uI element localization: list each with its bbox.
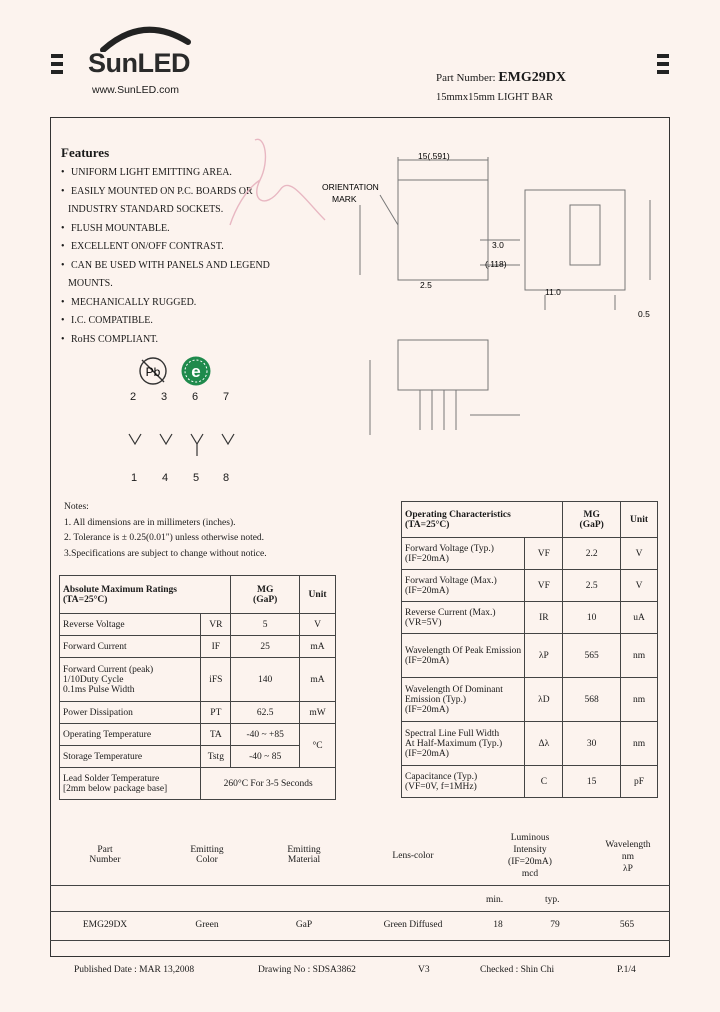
param-value: 5: [231, 614, 300, 636]
feature-item: • I.C. COMPATIBLE.: [61, 312, 321, 331]
table-row: [402, 570, 658, 602]
divider: [50, 940, 670, 941]
param-symbol: Tstg: [201, 746, 231, 768]
param-name: Forward Current: [60, 636, 201, 658]
param-name: Capacitance (Typ.) (VF=0V, f=1MHz): [402, 766, 525, 798]
note-line: 1. All dimensions are in millimeters (inches).: [64, 517, 236, 528]
feature-item: • CAN BE USED WITH PANELS AND LEGEND: [61, 257, 321, 276]
notes-block: [64, 500, 267, 562]
param-unit: uA: [621, 602, 658, 634]
param-symbol: PT: [201, 702, 231, 724]
col-header-part-number: Part Number: [89, 845, 121, 865]
divider: [50, 911, 670, 912]
param-unit: nm: [621, 678, 658, 722]
pin-label: 5: [193, 472, 200, 484]
table-row: [60, 614, 336, 636]
param-value: 2.5: [563, 570, 621, 602]
cell-intensity-typ: 79: [550, 920, 560, 930]
feature-item: MOUNTS.: [68, 278, 113, 289]
website-url[interactable]: www.SunLED.com: [92, 84, 179, 96]
param-symbol: Δλ: [525, 722, 563, 766]
param-symbol: VF: [525, 538, 563, 570]
param-unit: nm: [621, 634, 658, 678]
part-number: EMG29DX: [498, 70, 566, 85]
table-row: [402, 766, 658, 798]
features-title: Features: [61, 145, 110, 160]
lead-free-icon: [138, 356, 168, 386]
cell-part-number: EMG29DX: [82, 920, 128, 930]
rohs-e-icon: [180, 355, 212, 387]
param-unit: V: [621, 570, 658, 602]
param-unit: mA: [300, 658, 336, 702]
param-name: Forward Current (peak) 1/10Duty Cycle 0.1ms Pulse Width: [60, 658, 201, 702]
sub-header-min: min.: [486, 895, 504, 905]
operating-characteristics-table: [401, 501, 658, 798]
feature-item: • UNIFORM LIGHT EMITTING AREA.: [61, 164, 321, 183]
absolute-max-ratings-table: [59, 575, 336, 800]
col-header-emitting-color: Emitting Color: [190, 845, 224, 865]
param-name: Reverse Voltage: [60, 614, 201, 636]
param-value: 2.2: [563, 538, 621, 570]
param-value: -40 ~ 85: [231, 746, 300, 768]
param-name: Lead Solder Temperature [2mm below package base]: [60, 768, 201, 800]
col-header-emitting-material: Emitting Material: [287, 845, 321, 865]
version: V3: [418, 965, 430, 975]
feature-item: INDUSTRY STANDARD SOCKETS.: [68, 204, 224, 215]
param-symbol: TA: [201, 724, 231, 746]
abs-col-unit: Unit: [300, 576, 336, 614]
param-unit: mA: [300, 636, 336, 658]
cell-intensity-min: 18: [493, 920, 503, 930]
feature-item: • RoHS COMPLIANT.: [61, 331, 321, 350]
table-row: [60, 702, 336, 724]
param-value: 568: [563, 678, 621, 722]
op-col-mg: MG (GaP): [563, 502, 621, 538]
param-name: Power Dissipation: [60, 702, 201, 724]
svg-text:11.0: 11.0: [545, 287, 561, 297]
abs-col-mg: MG (GaP): [231, 576, 300, 614]
table-row: [60, 746, 336, 768]
param-symbol: IF: [201, 636, 231, 658]
drawing-number: Drawing No : SDSA3862: [258, 965, 356, 975]
param-name: Spectral Line Full Width At Half-Maximum (Typ.) (IF=20mA): [402, 722, 525, 766]
svg-text:15(.591): 15(.591): [418, 151, 450, 161]
param-name: Storage Temperature: [60, 746, 201, 768]
param-name: Forward Voltage (Typ.) (IF=20mA): [402, 538, 525, 570]
param-symbol: IR: [525, 602, 563, 634]
param-name: Operating Temperature: [60, 724, 201, 746]
param-name: Reverse Current (Max.) (VR=5V): [402, 602, 525, 634]
param-unit: V: [621, 538, 658, 570]
note-line: 3.Specifications are subject to change without notice.: [64, 548, 267, 559]
abs-table-title: Absolute Maximum Ratings (TA=25°C): [60, 576, 231, 614]
pin-label: 8: [223, 472, 230, 484]
param-symbol: C: [525, 766, 563, 798]
cell-lens-color: Green Diffused: [383, 920, 443, 930]
feature-item: • FLUSH MOUNTABLE.: [61, 220, 321, 239]
feature-item: • EASILY MOUNTED ON P.C. BOARDS OR: [61, 183, 321, 202]
signature-watermark: [225, 130, 335, 230]
op-col-unit: Unit: [621, 502, 658, 538]
published-date: Published Date : MAR 13,2008: [74, 965, 195, 975]
col-header-lens-color: Lens-color: [392, 851, 434, 861]
col-header-wavelength: Wavelength nm λP: [605, 840, 651, 874]
part-number-line: Part Number: EMG29DX: [436, 70, 566, 85]
feature-item: • MECHANICALLY RUGGED.: [61, 294, 321, 313]
param-value: 140: [231, 658, 300, 702]
svg-text:e: e: [191, 362, 201, 381]
table-row: [60, 724, 336, 746]
mechanical-drawing: [320, 145, 665, 445]
cell-wavelength: 565: [619, 920, 635, 930]
cell-emitting-material: GaP: [295, 920, 313, 930]
param-unit: °C: [300, 724, 336, 768]
page-number: P.1/4: [617, 965, 636, 975]
table-row: [402, 634, 658, 678]
pin-label: 4: [162, 472, 169, 484]
param-symbol: λP: [525, 634, 563, 678]
param-name: Wavelength Of Peak Emission (IF=20mA): [402, 634, 525, 678]
param-value: 30: [563, 722, 621, 766]
op-table-title: Operating Characteristics (TA=25°C): [402, 502, 563, 538]
param-symbol: iFS: [201, 658, 231, 702]
param-symbol: VF: [525, 570, 563, 602]
table-row: [60, 658, 336, 702]
table-row: [402, 602, 658, 634]
pin-label: 2: [130, 391, 137, 403]
notes-title: Notes:: [64, 502, 89, 512]
cell-emitting-color: Green: [195, 920, 219, 930]
param-value: 62.5: [231, 702, 300, 724]
pin-label: 1: [131, 472, 138, 484]
table-row: [60, 768, 336, 800]
svg-text:3.0: 3.0: [492, 240, 504, 250]
param-name: Wavelength Of Dominant Emission (Typ.) (IF=20mA): [402, 678, 525, 722]
pin-label: 3: [161, 391, 168, 403]
param-symbol: VR: [201, 614, 231, 636]
svg-text:0.5: 0.5: [638, 309, 650, 319]
checked-by: Checked : Shin Chi: [480, 965, 555, 975]
svg-text:ORIENTATION: ORIENTATION: [322, 182, 379, 192]
param-name: Forward Voltage (Max.) (IF=20mA): [402, 570, 525, 602]
param-unit: mW: [300, 702, 336, 724]
logo-text: SunLED: [88, 48, 190, 78]
param-value: 260°C For 3-5 Seconds: [201, 768, 336, 800]
param-unit: nm: [621, 722, 658, 766]
table-row: [402, 722, 658, 766]
pin-label: 6: [192, 391, 199, 403]
sub-header-typ: typ.: [545, 895, 560, 905]
led-symbols-icon: [125, 430, 240, 458]
divider: [50, 885, 670, 886]
param-value: -40 ~ +85: [231, 724, 300, 746]
param-unit: V: [300, 614, 336, 636]
param-value: 565: [563, 634, 621, 678]
feature-item: • EXCELLENT ON/OFF CONTRAST.: [61, 238, 321, 257]
svg-text:2.5: 2.5: [420, 280, 432, 290]
col-header-luminous-intensity: Luminous Intensity (IF=20mA) mcd: [508, 833, 552, 879]
param-value: 10: [563, 602, 621, 634]
note-line: 2. Tolerance is ± 0.25(0.01") unless otherwise noted.: [64, 533, 265, 543]
param-symbol: λD: [525, 678, 563, 722]
svg-text:Pb: Pb: [145, 365, 161, 379]
product-subtitle: 15mmx15mm LIGHT BAR: [436, 92, 554, 103]
table-row: [402, 678, 658, 722]
svg-text:(.118): (.118): [485, 259, 507, 269]
pin-label: 7: [223, 391, 230, 403]
param-unit: pF: [621, 766, 658, 798]
table-row: [60, 636, 336, 658]
param-value: 25: [231, 636, 300, 658]
table-row: [402, 538, 658, 570]
svg-text:MARK: MARK: [332, 194, 357, 204]
param-value: 15: [563, 766, 621, 798]
